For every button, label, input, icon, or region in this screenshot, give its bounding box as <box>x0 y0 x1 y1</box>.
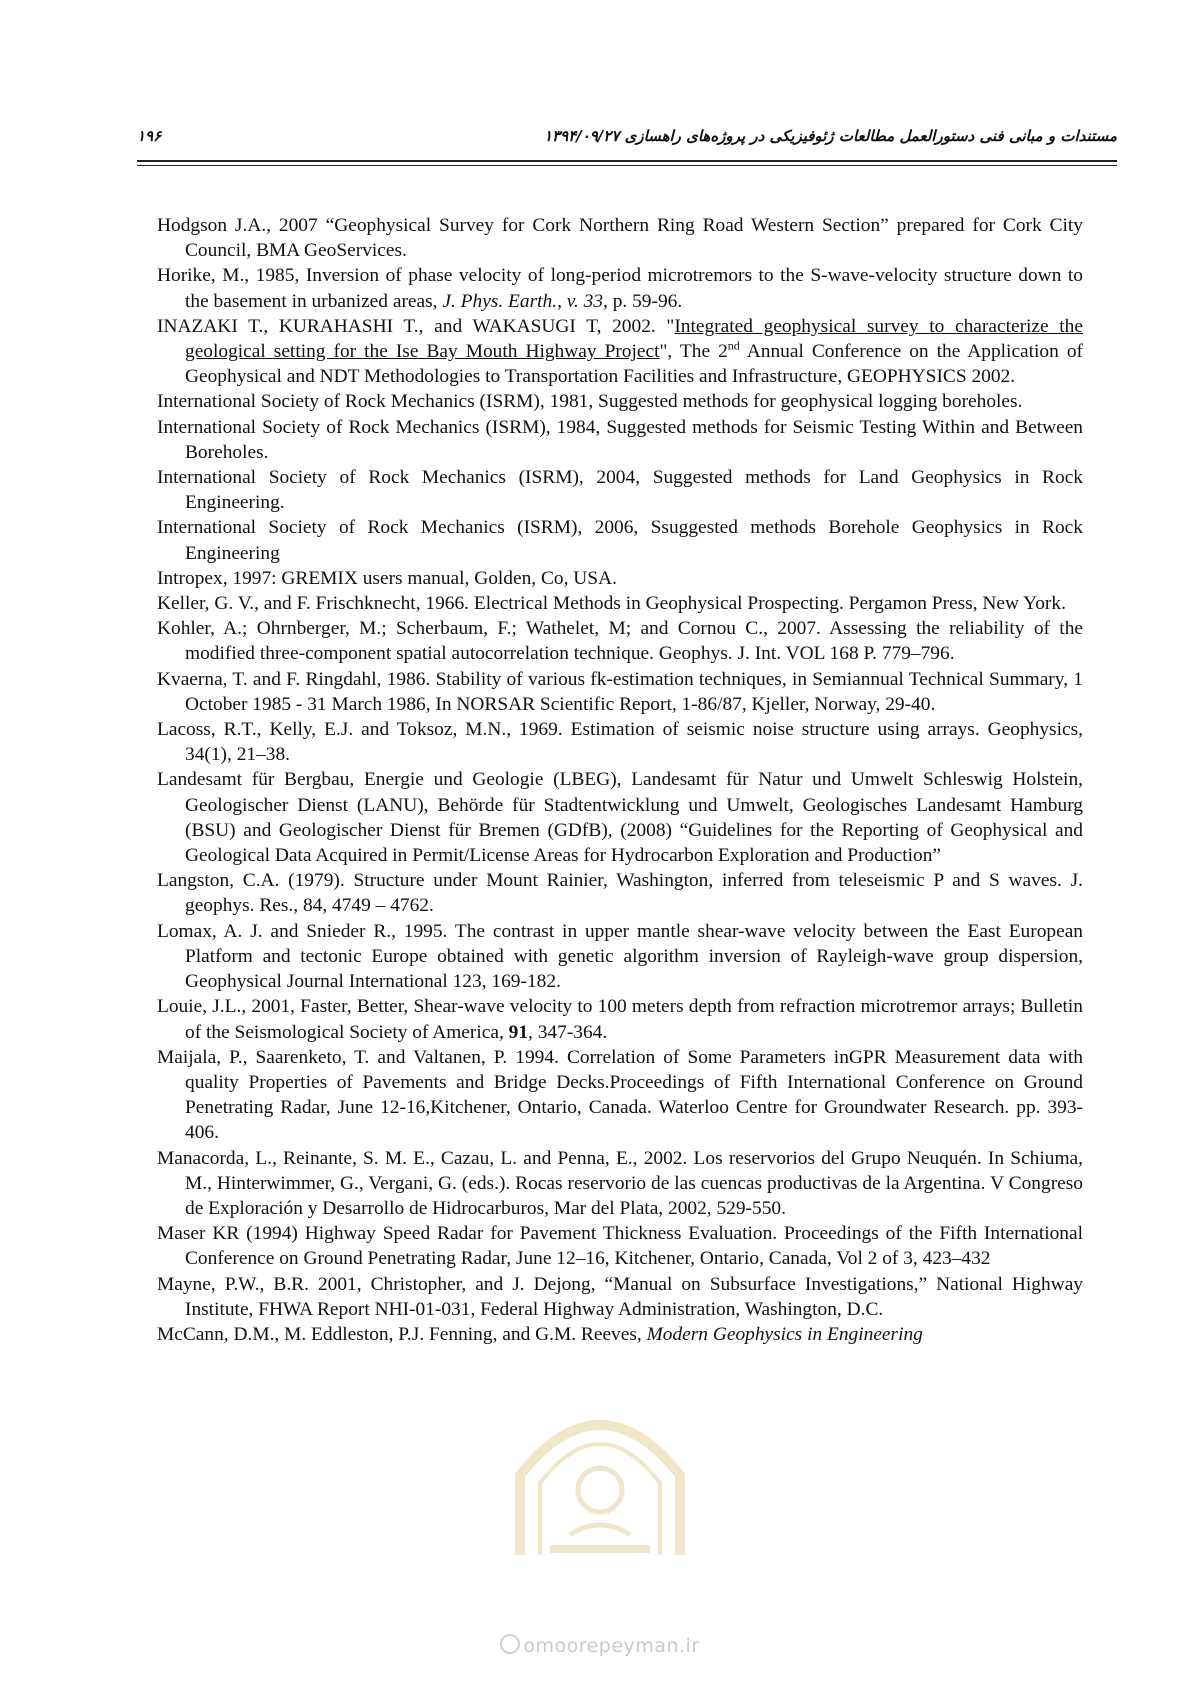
reference-entry <box>157 213 1083 263</box>
reference-text: International Society of Rock Mechanics (ISRM), 1984, Suggested methods for Seismic Testing Within and Between Boreholes. <box>157 416 1083 463</box>
reference-entry <box>157 717 1083 767</box>
reference-entry <box>157 1322 1083 1347</box>
reference-text: Keller, G. V., and F. Frischknecht, 1966. Electrical Methods in Geophysical Prospecting. Pergamon Press, New York. <box>157 593 1066 615</box>
reference-text: Annual Conference on the Application of Geophysical and NDT Methodologies to Transportation Facilities and Infrastructure, GEOPHYSICS 2002. <box>185 341 1083 388</box>
reference-text: INAZAKI T., KURAHASHI T., and WAKASUGI T, 2002. " <box>157 315 675 337</box>
reference-text: International Society of Rock Mechanics (ISRM), 2004, Suggested methods for Land Geophysics in Rock Engineering. <box>157 467 1083 514</box>
reference-entry <box>157 566 1083 591</box>
reference-entry <box>157 465 1083 515</box>
reference-entry <box>157 389 1083 414</box>
page-number: ۱۹۶ <box>137 127 162 145</box>
reference-text: International Society of Rock Mechanics (ISRM), 1981, Suggested methods for geophysical logging boreholes. <box>157 391 1023 413</box>
reference-entry <box>157 767 1083 868</box>
reference-text: Intropex, 1997: GREMIX users manual, Golden, Co, USA. <box>157 567 617 589</box>
reference-text: ", The 2 <box>659 341 728 363</box>
reference-text: Horike, M., 1985, Inversion of phase velocity of long-period microtremors to the S-wave-velocity structure down to the basement in urbanized areas, <box>157 265 1083 312</box>
superscript: nd <box>727 338 740 353</box>
reference-bold: 91 <box>508 1021 529 1043</box>
reference-text: p. 59-96. <box>607 290 683 312</box>
reference-entry <box>157 1146 1083 1222</box>
reference-entry <box>157 515 1083 565</box>
reference-text: Kohler, A.; Ohrnberger, M.; Scherbaum, F.; Wathelet, M; and Cornou C., 2007. Assessing the reliability of the modified three-component spatial autocorrelation technique. Geophys. J. Int. VOL 168 P. 779–796. <box>157 618 1083 665</box>
reference-italic: J. Phys. Earth., v. 33, <box>442 290 608 312</box>
watermark-seal-icon <box>490 1395 710 1565</box>
reference-entry <box>157 263 1083 313</box>
reference-text: McCann, D.M., M. Eddleston, P.J. Fenning, and G.M. Reeves, <box>157 1323 647 1345</box>
running-header <box>137 127 1117 153</box>
reference-italic: Modern Geophysics in Engineering <box>646 1323 923 1345</box>
header-rule-thin <box>137 165 1117 166</box>
reference-text: Kvaerna, T. and F. Ringdahl, 1986. Stability of various fk-estimation techniques, in Semiannual Technical Summary, 1 October 1985 - 31 March 1986, In NORSAR Scientific Report, 1-86/87, Kjeller, Norway, 29-40. <box>157 668 1083 715</box>
reference-list <box>157 213 1083 1347</box>
reference-text: Hodgson J.A., 2007 “Geophysical Survey for Cork Northern Ring Road Western Section” prepared for Cork City Council, BMA GeoServices. <box>157 215 1083 262</box>
reference-entry <box>157 919 1083 995</box>
reference-text: Maser KR (1994) Highway Speed Radar for Pavement Thickness Evaluation. Proceedings of the Fifth International Conference on Ground Penetrating Radar, June 12–16, Kitchener, Ontario, Canada, Vol 2 of 3, 423–432 <box>157 1223 1083 1270</box>
reference-entry <box>157 1272 1083 1322</box>
reference-entry <box>157 1221 1083 1271</box>
reference-text: International Society of Rock Mechanics (ISRM), 2006, Ssuggested methods Borehole Geophysics in Rock Engineering <box>157 517 1083 564</box>
reference-text: Maijala, P., Saarenketo, T. and Valtanen, P. 1994. Correlation of Some Parameters inGPR Measurement data with quality Properties of Pavements and Bridge Decks.Proceedings of Fifth International Conference on Ground Penetrating Radar, June 12-16,Kitchener, Ontario, Canada. Waterloo Centre for Groundwater Research. pp. 393-406. <box>157 1046 1083 1144</box>
reference-text: Manacorda, L., Reinante, S. M. E., Cazau, L. and Penna, E., 2002. Los reservorios del Grupo Neuquén. In Schiuma, M., Hinterwimmer, G., Vergani, G. (eds.). Rocas reservorio de las cuencas productivas de la Argentina. V Congreso de Exploración y Desarrollo de Hidrocarburos, Mar del Plata, 2002, 529-550. <box>157 1147 1083 1219</box>
reference-text: Louie, J.L., 2001, Faster, Better, Shear-wave velocity to 100 meters depth from refraction microtremor arrays; Bulletin of the Seismological Society of America, <box>157 996 1083 1043</box>
reference-entry <box>157 667 1083 717</box>
reference-entry <box>157 868 1083 918</box>
reference-text: Mayne, P.W., B.R. 2001, Christopher, and J. Dejong, “Manual on Subsurface Investigations,” National Highway Institute, FHWA Report NHI-01-031, Federal Highway Administration, Washington, D.C. <box>157 1273 1083 1320</box>
reference-entry <box>157 1045 1083 1146</box>
at-icon <box>500 1634 520 1654</box>
reference-text: Lacoss, R.T., Kelly, E.J. and Toksoz, M.N., 1969. Estimation of seismic noise structure using arrays. Geophysics, 34(1), 21–38. <box>157 719 1083 766</box>
reference-text: Lomax, A. J. and Snieder R., 1995. The contrast in upper mantle shear-wave velocity between the East European Platform and tectonic Europe obtained with genetic algorithm inversion of Rayleigh-wave group dispersion, Geophysical Journal International 123, 169-182. <box>157 920 1083 993</box>
reference-entry <box>157 415 1083 465</box>
reference-text: Langston, C.A. (1979). Structure under Mount Rainier, Washington, inferred from teleseismic P and S waves. J. geophys. Res., 84, 4749 – 4762. <box>157 870 1083 917</box>
reference-text: Landesamt für Bergbau, Energie und Geologie (LBEG), Landesamt für Natur und Umwelt Schleswig Holstein, Geologischer Dienst (LANU), Behörde für Stadtentwicklung und Umwelt, Geologisches Landesamt Hamburg (BSU) and Geologischer Dienst für Bremen (GDfB), (2008) “Guidelines for the Reporting of Geophysical and Geological Data Acquired in Permit/License Areas for Hydrocarbon Exploration and Production” <box>157 769 1083 867</box>
reference-text: , 347-364. <box>528 1021 608 1043</box>
reference-entry <box>157 616 1083 666</box>
reference-entry <box>157 994 1083 1044</box>
header-rule-thick <box>137 160 1117 162</box>
reference-entry <box>157 314 1083 390</box>
reference-entry <box>157 591 1083 616</box>
watermark-site <box>490 1634 710 1657</box>
header-title: مستندات و مبانی فنی دستورالعمل مطالعات ژئوفیزیکی در پروژه‌های راهسازی ۱۳۹۴/۰۹/۲۷ <box>543 127 1117 145</box>
reference-link: Integrated geophysical survey to characterize the geological setting for the Ise Bay Mouth Highway Project <box>185 315 1083 363</box>
watermark-site-text: omoorepeyman.ir <box>523 1635 700 1657</box>
